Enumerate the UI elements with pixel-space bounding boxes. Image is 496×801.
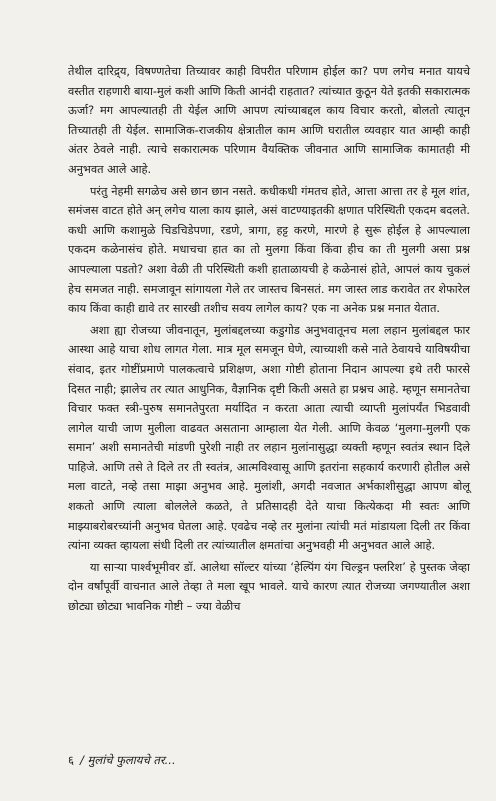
page-footer: [68, 753, 176, 768]
page-number: ६: [68, 753, 74, 767]
footer-separator: /: [79, 753, 84, 767]
paragraph-2: परंतु नेहमी सगळेच असे छान छान नसते. कधीकधी गंमतच होते, आत्ता आत्ता तर हे मूल शांत, समंजस वाटत होते अन् लगेच याला काय झाले, असं वाटण्याइतकी क्षणात परिस्थिती एकदम बदलते. कधी आणि कशामुळे चिडचिडेपणा, रडणे, त्रागा, हट्ट करणे, मारणे हे सुरू होईल हे आपल्याला एकदम कळेनासंच होते. मधाचचा हात का तो मुलगा किंवा किंवा हीच का ती मुलगी असा प्रश्न आपल्याला पडतो? अशा वेळी ती परिस्थिती कशी हाताळायची हे कळेनासं होते, आपलं काय चुकलं हेच समजत नाही. समजावून सांगायला गेले तर जास्तच बिनसतं. मग जास्त लाड करावेत तर शेफारेल काय किंवा काही द्यावे तर सारखी तशीच सवय लागेल काय? एक ना अनेक प्रश्न मनात येतात.: [68, 184, 470, 316]
paragraph-3: अशा ह्या रोजच्या जीवनातून, मुलांबद्दलच्या कडुगोड अनुभवातूनच मला लहान मुलांबद्दल फार आस्था आहे याचा शोध लागत गेला. मात्र मूल समजून घेणे, त्याच्याशी कसे नाते ठेवायचे याविषयीचा संवाद, इतर गोष्टींप्रमाणे पालकत्वाचे प्रशिक्षण, अशा गोष्टी होताना निदान आपल्या इथे तरी फारसे दिसत नाही; झालेच तर त्यात आधुनिक, वैज्ञानिक दृष्टी किती असते हा प्रश्नच आहे. म्हणून समानतेचा विचार फक्त स्त्री-पुरुष समानतेपुरता मर्यादित न करता आता त्याची व्याप्ती मुलांपर्यंत भिडवावी लागेल याची जाण मुलीला वाढवत असताना आम्हाला येत गेली. आणि केवळ ‘मुलगा-मुलगी एक समान’ अशी समानतेची मांडणी पुरेशी नाही तर लहान मुलांनासुद्धा व्यक्ती म्हणून स्वतंत्र स्थान दिले पाहिजे. आणि तसे ते दिले तर ती स्वतंत्र, आत्मविश्वासू आणि इतरांना सहकार्य करणारी होतील असे मला वाटते, नव्हे तसा माझा अनुभव आहे. मुलांशी, अगदी नवजात अर्भकाशीसुद्धा आपण बोलू शकतो आणि त्याला बोललेले कळते, ते प्रतिसादही देते याचा कित्येकदा मी स्वतः आणि माझ्याबरोबरच्यांनी अनुभव घेतला आहे. एवढेच नव्हे तर मुलांना त्यांची मतं मांडायला दिली तर किंवा त्यांना व्यक्त व्हायला संधी दिली तर त्यांच्यातील क्षमतांचा अनुभवही मी अनुभवत आले आहे.: [68, 323, 470, 553]
running-title: मुलांचे फुलायचे तर...: [87, 753, 176, 767]
paragraph-1: तेथील दारिद्र्य, विषण्णतेचा तिच्यावर काही विपरीत परिणाम होईल का? पण लगेच मनात यायचे वस्तीत राहणारी बाया-मुलं कशी आणि किती आनंदी राहतात? त्यांच्यात कुठून येते इतकी सकारात्मक ऊर्जा? मग आपल्यातही ती येईल आणि आपण त्यांच्याबद्दल काय विचार करतो, बोलतो त्यातून तिच्यातही ती येईल. सामाजिक-राजकीय क्षेत्रातील काम आणि घरातील व्यवहार यात आम्ही काही अंतर ठेवले नाही. त्याचे सकारात्मक परिणाम वैयक्तिक जीवनात आणि सामाजिक कामातही मी अनुभवत आले आहे.: [68, 65, 470, 176]
paragraph-4: या साऱ्या पार्श्वभूमीवर डॉ. आलेथा सॉल्टर यांच्या ‘हेल्पिंग यंग चिल्ड्रन फ्लरिश’ हे पुस्तक जेव्हा दोन वर्षांपूर्वी वाचनात आले तेव्हा ते मला खूप भावले. याचे कारण त्यात रोजच्या जगण्यातील अशा छोट्या छोट्या भावनिक गोष्टी – ज्या वेळीच: [68, 560, 470, 614]
